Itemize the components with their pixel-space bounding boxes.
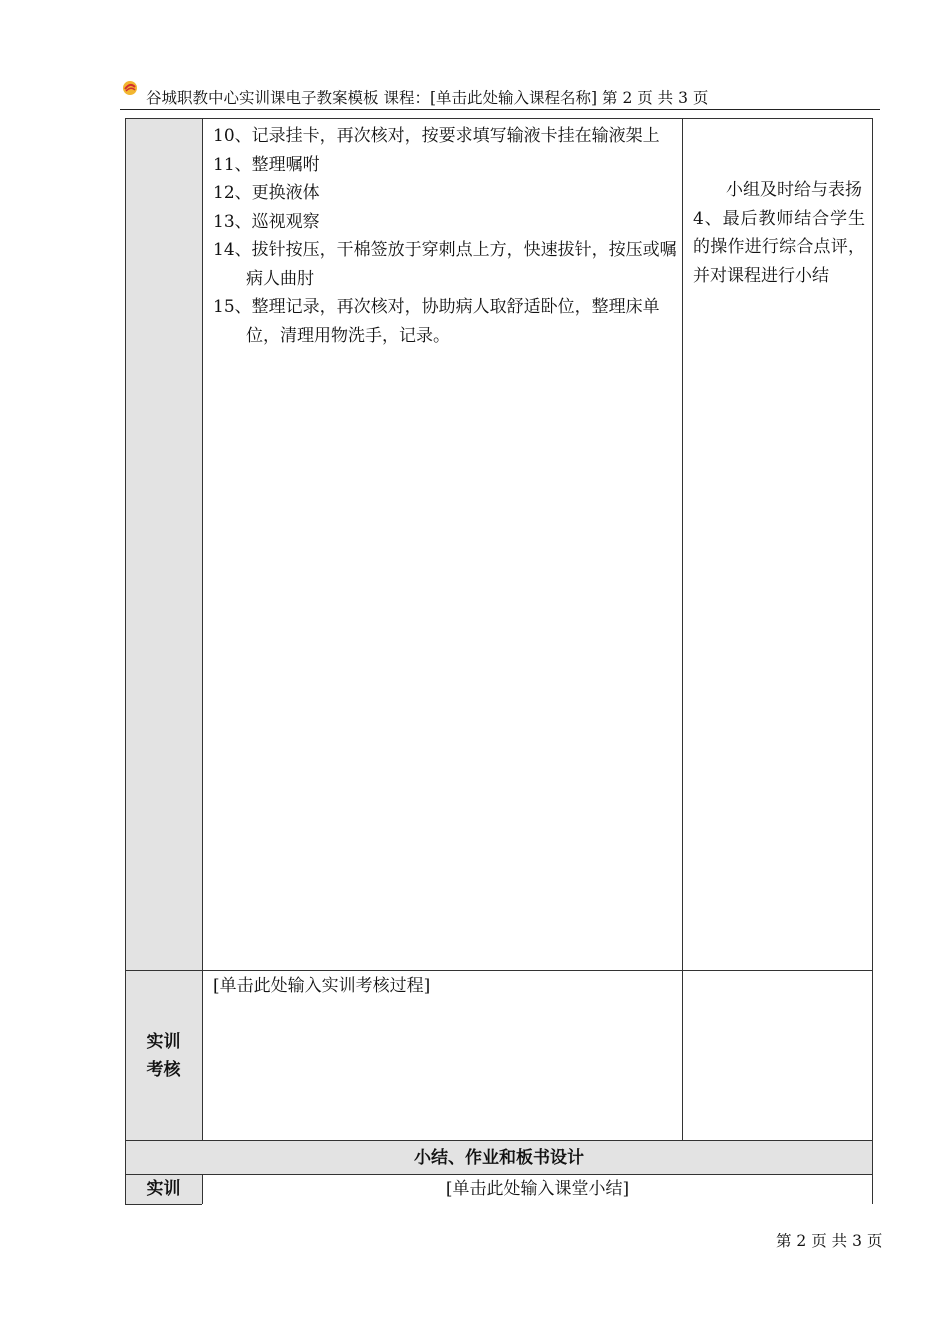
row-divider: [125, 970, 873, 971]
header-rule: [120, 109, 880, 110]
exam-placeholder[interactable]: [单击此处输入实训考核过程]: [213, 976, 431, 996]
label-column-top: [125, 118, 202, 970]
list-item: 15、整理记录，再次核对，协助病人取舒适卧位，整理床单位，清理用物洗手，记录。: [213, 297, 660, 346]
exam-label-line1: 实训: [146, 1032, 181, 1052]
header-course-placeholder[interactable]: [单击此处输入课程名称]: [429, 89, 598, 107]
summary-placeholder[interactable]: [单击此处输入课堂小结]: [445, 1179, 630, 1199]
exam-label-line2: 考核: [146, 1060, 181, 1080]
header-text: [146, 87, 708, 109]
row-divider: [125, 1140, 873, 1141]
row-divider: [125, 1204, 202, 1205]
notes-continued: 小组及时给与表扬: [726, 180, 862, 200]
page-footer: 第 2 页 共 3 页: [776, 1232, 883, 1250]
column-divider: [202, 118, 203, 1140]
page-header: [124, 86, 880, 110]
list-item: 14、拔针按压，干棉签放于穿刺点上方，快速拔针，按压或嘱病人曲肘: [213, 240, 677, 289]
train-label: 实训: [146, 1179, 181, 1199]
list-item: 12、更换液体: [213, 183, 320, 203]
procedure-steps: [213, 122, 683, 350]
list-item: 13、巡视观察: [213, 211, 320, 232]
school-logo-icon: [122, 80, 138, 96]
table-top-border: [125, 118, 873, 119]
exam-label: [125, 1028, 202, 1084]
notes-item-4: 4、最后教师结合学生的操作进行综合点评，并对课程进行小结: [693, 208, 865, 286]
section-title: 小结、作业和板书设计: [414, 1148, 584, 1168]
lesson-table: [125, 118, 873, 1218]
table-right-border: [872, 118, 873, 1204]
header-page-info: 第 2 页 共 3 页: [602, 89, 709, 107]
teacher-notes: [693, 176, 865, 290]
header-course-label: 课程：: [383, 89, 430, 107]
list-item: 10、记录挂卡，再次核对，按要求填写输液卡挂在输液架上: [213, 126, 660, 146]
list-item: 11、整理嘱咐: [213, 154, 320, 175]
header-school: 谷城职教中心实训课电子教案模板: [146, 89, 379, 107]
